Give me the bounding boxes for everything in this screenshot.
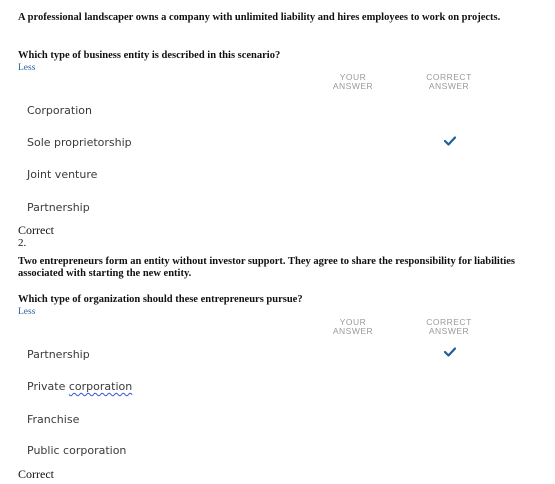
option-sole-proprietorship[interactable]: Sole proprietorship bbox=[27, 136, 132, 149]
question-2-prompt: Two entrepreneurs form an entity without investor support. They agree to share the responsibility for liabilities associated with starting the new entity. bbox=[18, 256, 515, 279]
question-1-less-link[interactable]: Less bbox=[18, 63, 36, 73]
question-2-result: Correct bbox=[18, 467, 54, 481]
question-2-text: Which type of organization should these entrepreneurs pursue? bbox=[18, 294, 303, 305]
option-partnership[interactable]: Partnership bbox=[27, 201, 90, 214]
question-1-prompt: A professional landscaper owns a company with unlimited liability and hires employees to work on projects. bbox=[18, 12, 501, 23]
spellcheck-word: corporation bbox=[68, 380, 133, 393]
checkmark-icon bbox=[444, 136, 456, 146]
your-answer-header: YOUR ANSWER bbox=[332, 317, 374, 336]
option-corporation[interactable]: Corporation bbox=[27, 104, 92, 117]
correct-answer-header: CORRECT ANSWER bbox=[426, 72, 472, 91]
option-partnership[interactable]: Partnership bbox=[27, 348, 90, 361]
your-answer-header: YOUR ANSWER bbox=[332, 72, 374, 91]
question-1-result: Correct bbox=[18, 223, 54, 237]
question-2-less-link[interactable]: Less bbox=[18, 307, 36, 317]
question-1-text: Which type of business entity is described in this scenario? bbox=[18, 50, 281, 61]
option-private-corporation[interactable] bbox=[27, 380, 132, 393]
checkmark-icon bbox=[444, 347, 456, 357]
question-2-number: 2. bbox=[18, 237, 27, 249]
option-joint-venture[interactable]: Joint venture bbox=[27, 168, 98, 181]
option-public-corporation[interactable]: Public corporation bbox=[27, 444, 127, 457]
option-franchise[interactable]: Franchise bbox=[27, 413, 80, 426]
correct-answer-header: CORRECT ANSWER bbox=[426, 317, 472, 336]
option-label-private: Private bbox=[27, 380, 69, 393]
